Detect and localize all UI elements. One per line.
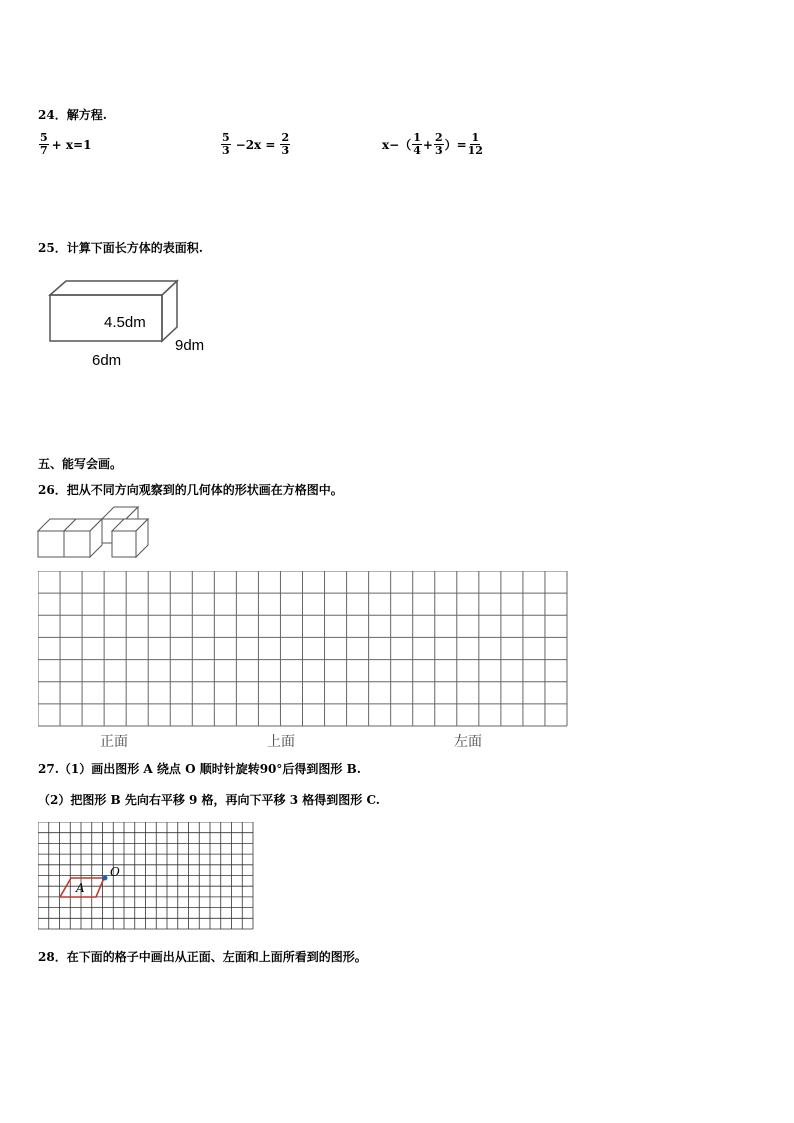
cuboid-side-face	[162, 281, 177, 341]
point-o-label: O	[110, 865, 120, 879]
q24-equation-1: $\frac{5}{7}$ + x=1	[40, 131, 92, 157]
cuboid-top-face	[50, 281, 177, 295]
shape-a-label: A	[76, 881, 85, 895]
q24-equation-2: $\frac{5}{3}$ −2x = $\frac{2}{3}$	[222, 131, 290, 157]
q27-part2: （2）把图形 B 先向右平移 9 格，再向下平移 3 格得到图形 C.	[38, 793, 380, 807]
fraction: $\frac{2}{3}$	[281, 131, 290, 157]
q26-drawing-grid[interactable]	[38, 571, 568, 727]
cube-solid-figure	[36, 505, 154, 559]
fraction: $\frac{5}{3}$	[222, 131, 230, 157]
q28-title: 28．在下面的格子中画出从正面、左面和上面所看到的图形。	[38, 950, 367, 964]
view-label-front: 正面	[100, 734, 128, 750]
q24-equation-3: x−（ $\frac{1}{4}$ + $\frac{2}{3}$ ）= $\frac{1}{12}$	[382, 131, 483, 157]
fraction: $\frac{2}{3}$	[434, 131, 443, 157]
fraction: $\frac{1}{4}$	[413, 131, 421, 157]
fraction: $\frac{5}{7}$	[40, 131, 48, 157]
cuboid-length-label: 6dm	[92, 352, 122, 369]
section-title: 五、能写会画。	[38, 457, 123, 471]
q27-drawing-grid[interactable]	[38, 822, 254, 930]
cuboid-height-label: 4.5dm	[104, 314, 146, 331]
q25-title: 25．计算下面长方体的表面积.	[38, 241, 203, 255]
point-o	[103, 876, 108, 881]
q26-title: 26．把从不同方向观察到的几何体的形状画在方格图中。	[38, 483, 343, 497]
q27-part1: 27.（1）画出图形 A 绕点 O 顺时针旋转90°后得到图形 B.	[38, 762, 361, 776]
view-label-top: 上面	[267, 734, 295, 750]
view-label-left: 左面	[454, 734, 482, 750]
q24-title: 24．解方程.	[38, 108, 107, 122]
cuboid-depth-label: 9dm	[175, 337, 205, 354]
fraction: $\frac{1}{12}$	[467, 131, 483, 157]
